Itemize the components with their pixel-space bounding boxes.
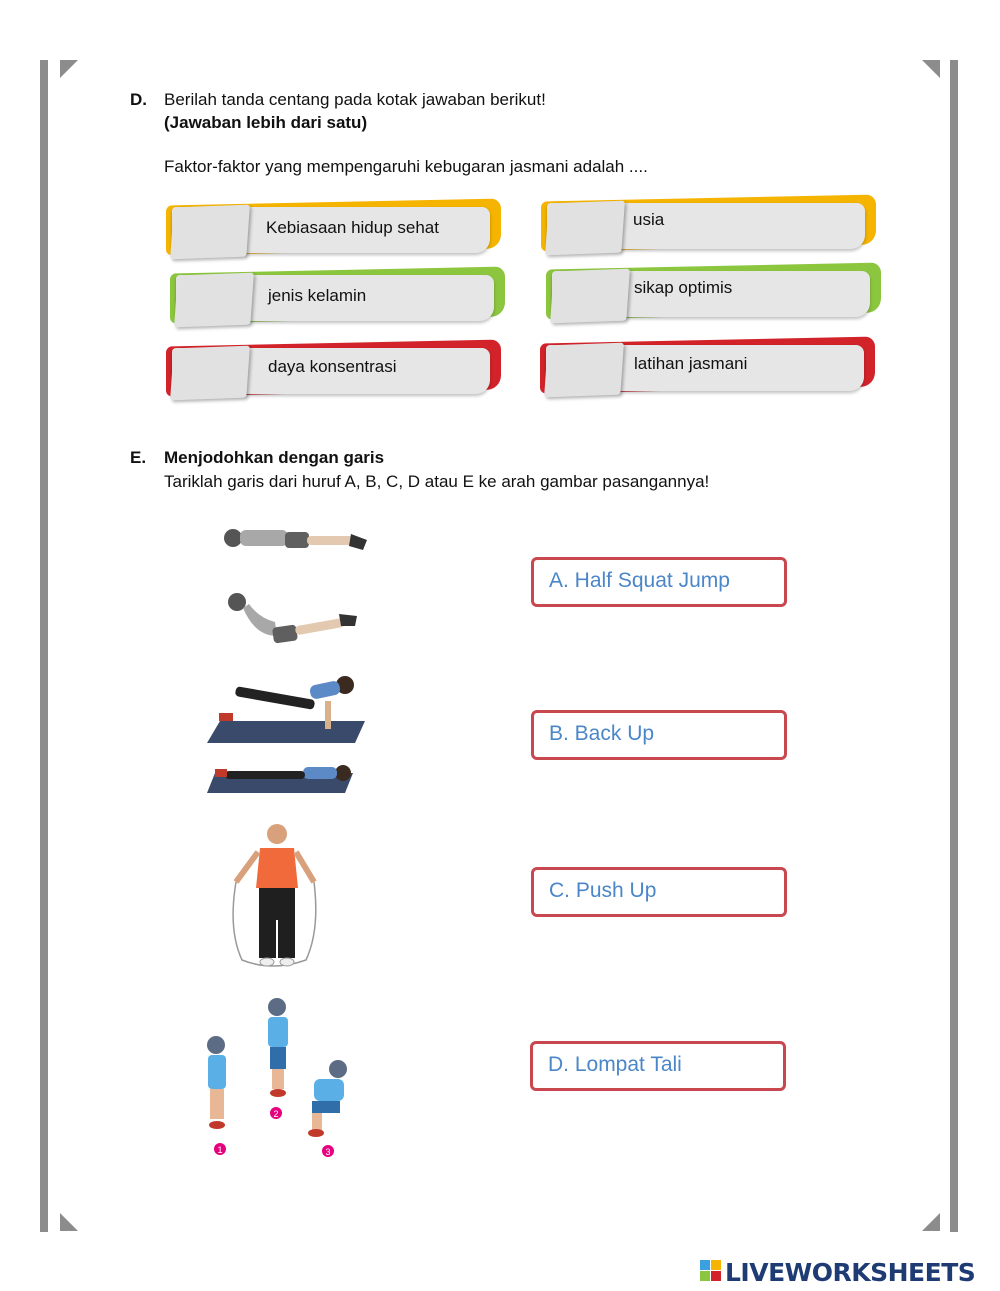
answer-box-b[interactable] [531,710,787,760]
option-checkbox[interactable] [544,343,624,398]
option-label: sikap optimis [634,278,733,297]
option-label: daya konsentrasi [268,357,397,376]
section-d-letter: D. [130,90,147,109]
squat-jump-figure-1 [207,1036,226,1155]
option-checkbox[interactable] [545,201,625,256]
logo-text: LIVEWORKSHEETS [725,1258,976,1287]
squat-jump-figure-3 [308,1060,347,1157]
left-page-border [40,60,48,1232]
option-checkbox[interactable] [550,269,630,324]
back-up-illustration [215,518,375,658]
back-up-figure-2 [228,593,357,644]
answer-label: C. Push Up [549,879,657,902]
step-number-2: 2 [273,1109,279,1119]
top-left-corner-mark [60,60,78,78]
option-card [540,340,875,396]
option-card [541,198,876,254]
option-checkbox[interactable] [170,205,250,260]
answer-box-a[interactable] [531,557,787,607]
section-e-instruction: Tariklah garis dari huruf A, B, C, D atau E ke arah gambar pasangannya! [164,472,710,491]
section-d-note: (Jawaban lebih dari satu) [164,113,368,132]
push-up-illustration [195,673,370,798]
option-label: Kebiasaan hidup sehat [266,218,439,237]
push-up-figure-2 [207,765,353,793]
answer-label: A. Half Squat Jump [549,569,730,592]
option-card [170,270,505,326]
option-card [546,266,881,322]
jump-rope-illustration [222,820,332,980]
section-e-letter: E. [130,448,147,467]
right-page-border [950,60,958,1232]
answer-label: D. Lompat Tali [548,1053,682,1076]
section-e-title: Menjodohkan dengan garis [164,448,385,467]
top-right-corner-mark [922,60,940,78]
bottom-left-corner-mark [60,1213,78,1231]
logo-tiles-icon [700,1260,722,1282]
option-checkbox[interactable] [174,273,254,328]
section-d-question: Faktor-faktor yang mempengaruhi kebugaran jasmani adalah .... [164,157,648,176]
option-checkbox[interactable] [170,346,250,401]
option-label: latihan jasmani [634,354,748,373]
answer-box-c[interactable] [531,867,787,917]
option-card [166,343,501,399]
section-d-instruction: Berilah tanda centang pada kotak jawaban berikut! [164,90,546,109]
option-label: usia [633,210,665,229]
option-card [166,202,501,258]
answer-label: B. Back Up [549,722,655,745]
answer-box-d[interactable] [530,1041,786,1091]
option-label: jenis kelamin [268,286,367,305]
bottom-right-corner-mark [922,1213,940,1231]
squat-jump-figure-2 [268,998,288,1119]
step-number-3: 3 [325,1147,331,1157]
push-up-figure-1 [207,676,365,743]
step-number-1: 1 [217,1145,223,1155]
back-up-figure-1 [224,529,367,550]
half-squat-jump-illustration [200,995,360,1160]
